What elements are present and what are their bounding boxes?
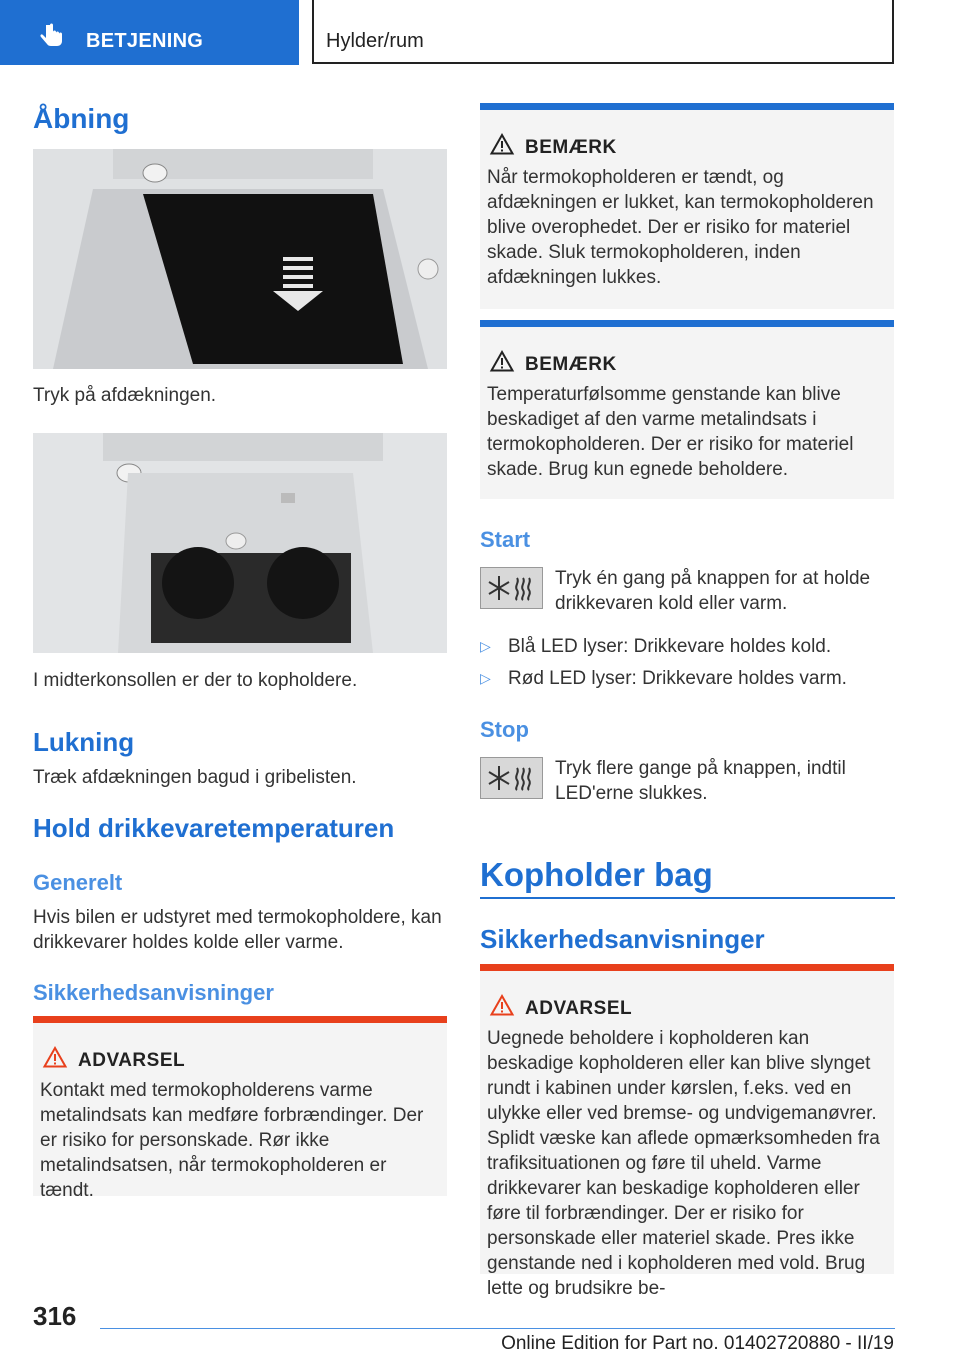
notice-text-2: Temperaturfølsomme genstande kan blive beskadiget af den varme metalindsats i termokopholderen. Der er risiko for materiel skade. Brug kun egnede beholdere. — [487, 384, 854, 480]
closing-text: Træk afdækningen bagud i gribelisten. — [33, 767, 357, 788]
bullet-text: Rød LED lyser: Drikkevare holdes varm. — [508, 668, 847, 689]
warning-box — [33, 1016, 447, 1201]
heading-rear-cupholder: Kopholder bag — [480, 856, 713, 893]
warning-title: ADVARSEL — [78, 1050, 186, 1071]
heading-general: Generelt — [33, 870, 123, 895]
header-section-tab — [0, 0, 299, 65]
heading-rule — [480, 897, 895, 899]
bullet-text: Blå LED lyser: Drikkevare holdes kold. — [508, 636, 832, 657]
triangle-bullet-icon: ▷ — [480, 638, 491, 654]
heading-safety-instructions: Sikkerhedsanvisninger — [33, 980, 274, 1005]
heading-closing: Lukning — [33, 727, 135, 757]
warning-title-2: ADVARSEL — [525, 998, 633, 1019]
header-chapter-box — [312, 0, 894, 64]
general-text: Hvis bilen er udstyret med termokopholdere, kan drikkevarer holdes kolde eller varme. — [33, 907, 442, 953]
warning-text: Kontakt med termokopholderens varme metalindsats kan medføre forbrændinger. Der er risiko for personskade. Rør ikke metalindsatsen, når termokopholderen er tændt. — [40, 1080, 424, 1201]
warning-box-2 — [480, 964, 894, 1299]
heading-keep-temperature: Hold drikkevaretemperaturen — [33, 813, 395, 843]
thermo-button-icon — [480, 757, 543, 799]
heading-start: Start — [480, 527, 531, 552]
warning-text-2: Uegnede beholdere i kopholderen kan beskadige kopholderen eller kan blive slynget rundt i kabinen under kørslen, f.eks. ved en ulykke eller ved bremse- og undvigemanøvrer. Splidt væske kan aflede opmærksomheden fra trafiksituationen og føre til uheld. Varme drikkevarer kan beskadige kopholderen eller føre til forbrændinger. Der er risiko for personskade eller materiel skade. Pres ikke genstande ned i kopholderen med vold. Brug lette og brudsikre be- — [487, 1028, 880, 1299]
heading-safety-instructions-2: Sikkerhedsanvisninger — [480, 924, 765, 954]
caption-press-cover: Tryk på afdækningen. — [33, 385, 217, 406]
list-item — [480, 636, 895, 668]
list-item — [480, 668, 895, 700]
notice-triangle-icon — [490, 350, 514, 372]
bullet-list — [480, 636, 895, 700]
notice-title-1: BEMÆRK — [525, 137, 617, 158]
warning-bar-2 — [480, 964, 894, 971]
triangle-bullet-icon: ▷ — [480, 670, 491, 686]
cupholder-illustration — [33, 433, 447, 653]
notice-bar-1 — [480, 103, 894, 110]
header-section-label: BETJENING — [86, 30, 204, 52]
heading-stop: Stop — [480, 717, 529, 742]
page-number: 316 — [33, 1301, 77, 1331]
start-text: Tryk én gang på knappen for at holde drikkevaren kold eller varm. — [555, 568, 871, 614]
warning-bar — [33, 1016, 447, 1023]
stop-text: Tryk flere gange på knappen, indtil LED'erne slukkes. — [555, 758, 846, 804]
photo-cover — [33, 149, 447, 369]
hand-pointer-icon — [38, 22, 66, 50]
header-chapter-label: Hylder/rum — [326, 30, 424, 52]
notice-text-1: Når termokopholderen er tændt, og afdækningen er lukket, kan termokopholderen blive overophedet. Der er risiko for materiel skade. Sluk termokopholderen, inden afdækningen lukkes. — [487, 167, 874, 288]
cover-illustration — [33, 149, 447, 369]
caption-two-cupholders: I midterkonsollen er der to kopholdere. — [33, 670, 358, 691]
photo-cupholders — [33, 433, 447, 653]
thermo-button-icon — [480, 567, 543, 609]
notice-box-1 — [480, 103, 894, 309]
footer-edition: Online Edition for Part no. 01402720880 - II/19 — [501, 1333, 894, 1354]
notice-title-2: BEMÆRK — [525, 354, 617, 375]
warning-triangle-icon — [490, 994, 514, 1016]
heading-opening: Åbning — [33, 103, 130, 134]
warning-triangle-icon — [43, 1046, 67, 1068]
footer-rule — [100, 1328, 895, 1329]
notice-triangle-icon — [490, 133, 514, 155]
notice-bar-2 — [480, 320, 894, 327]
notice-box-2 — [480, 320, 894, 499]
